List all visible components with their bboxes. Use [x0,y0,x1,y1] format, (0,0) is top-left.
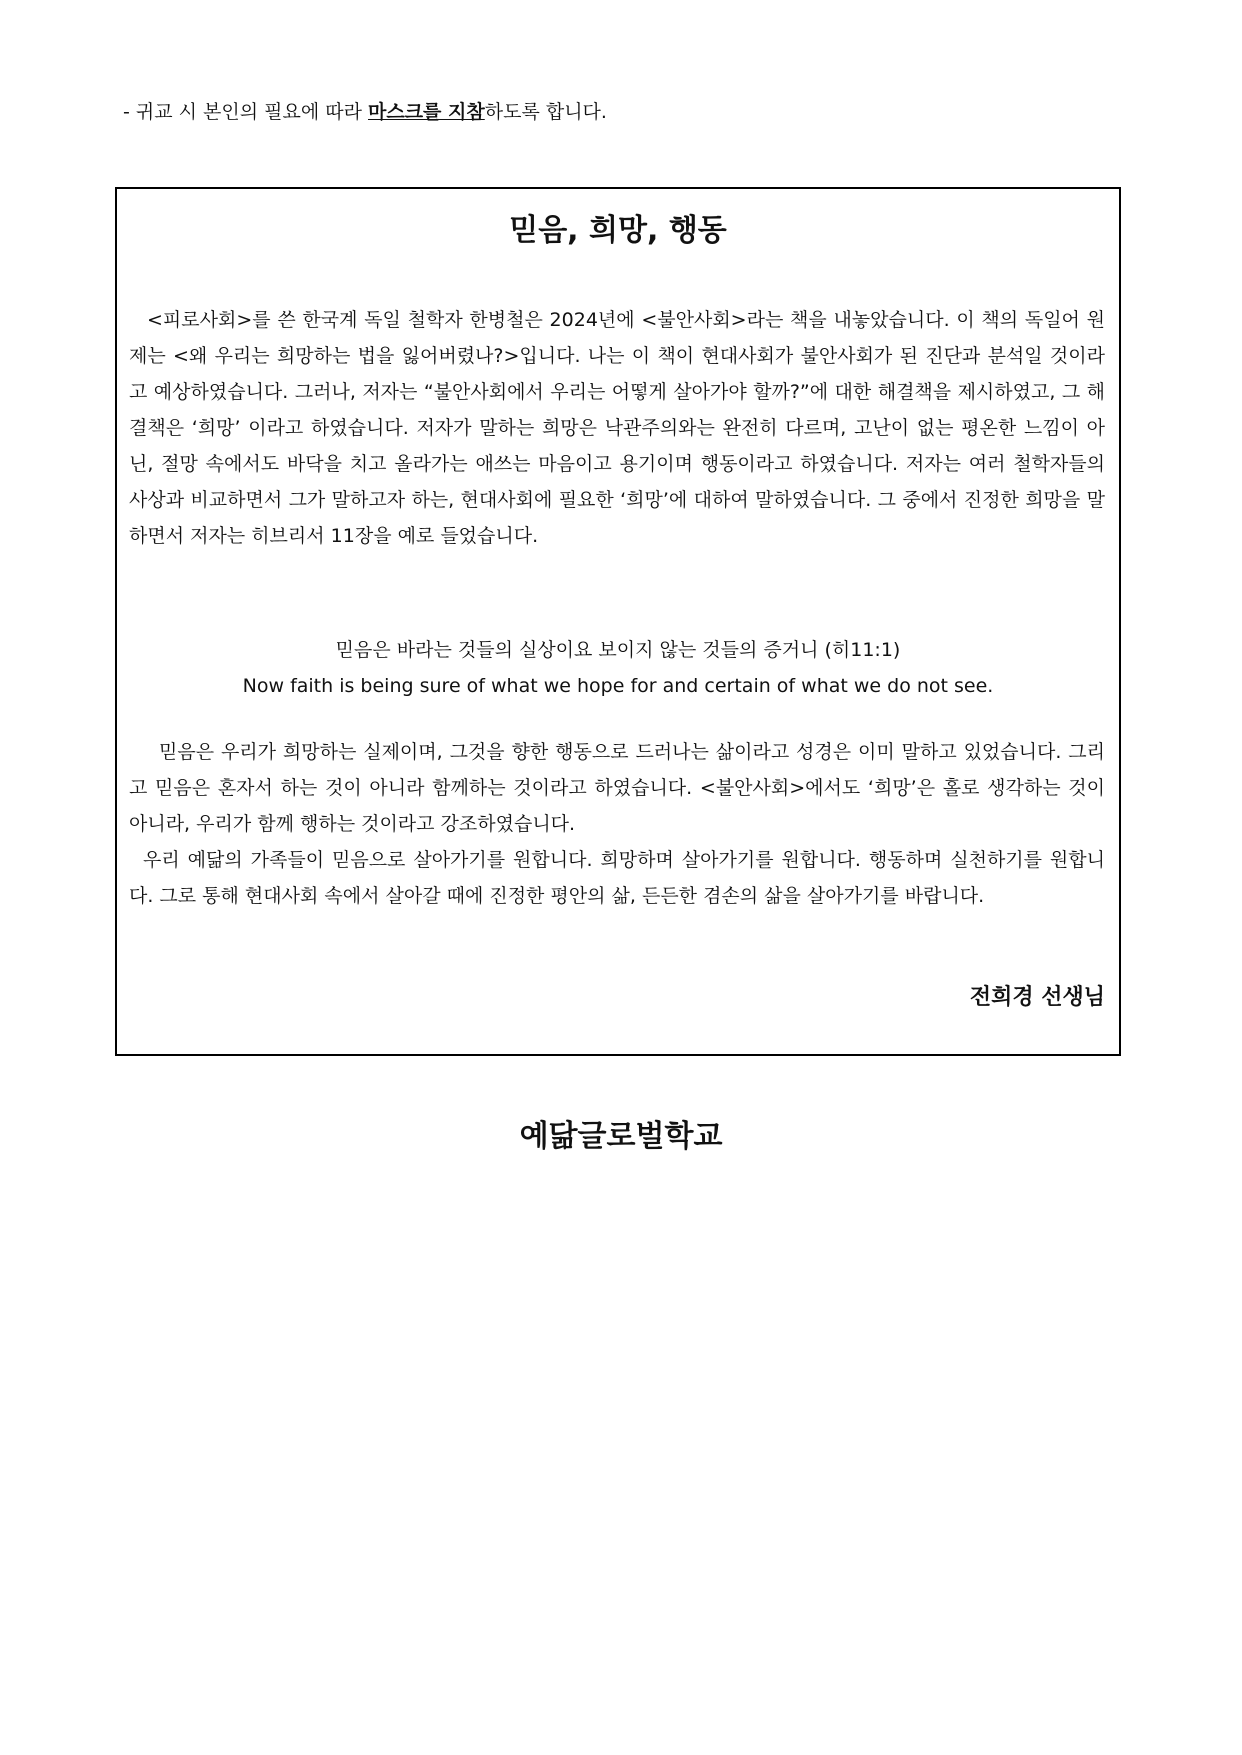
school-name: 예닮글로벌학교 [519,1119,723,1154]
scripture-quote [117,632,1119,704]
notice-prefix: - 귀교 시 본인의 필요에 따라 [123,101,368,123]
mask-notice [123,99,1123,125]
quote-korean: 믿음은 바라는 것들의 실상이요 보이지 않는 것들의 증거니 (히11:1) [335,639,901,661]
article-signature: 전희경 선생님 [969,985,1105,1010]
article-box [115,187,1121,1056]
quote-english: Now faith is being sure of what we hope for and certain of what we do not see. [242,675,994,697]
article-paragraph-3: 우리 예닮의 가족들이 믿음으로 살아가기를 원합니다. 희망하며 살아가기를 원합니다. 행동하며 실천하기를 원합니다. 그로 통해 현대사회 속에서 살아갈 때에 진정한 평안의 삶, 든든한 겸손의 삶을 살아가기를 바랍니다. [129,849,1105,907]
article-paragraph-2: 믿음은 우리가 희망하는 실제이며, 그것을 향한 행동으로 드러나는 삶이라고 성경은 이미 말하고 있었습니다. 그리고 믿음은 혼자서 하는 것이 아니라 함께하는 것이라고 하였습니다. <불안사회>에서도 ‘희망’은 홀로 생각하는 것이 아니라, 우리가 함께 행하는 것이라고 강조하였습니다. [129,741,1105,835]
article-paragraph-1: <피로사회>를 쓴 한국계 독일 철학자 한병철은 2024년에 <불안사회>라는 책을 내놓았습니다. 이 책의 독일어 원제는 <왜 우리는 희망하는 법을 잃어버렸나?>입니다. 나는 이 책이 현대사회가 불안사회가 된 진단과 분석일 것이라고 예상하였습니다. 그러나, 저자는 “불안사회에서 우리는 어떻게 살아가야 할까?”에 대한 해결책을 제시하였고, 그 해결책은 ‘희망’ 이라고 하였습니다. 저자가 말하는 희망은 낙관주의와는 완전히 다르며, 고난이 없는 평온한 느낌이 아닌, 절망 속에서도 바닥을 치고 올라가는 애쓰는 마음이고 용기이며 행동이라고 하였습니다. 저자는 여러 철학자들의 사상과 비교하면서 그가 말하고자 하는, 현대사회에 필요한 ‘희망’에 대하여 말하였습니다. 그 중에서 진정한 희망을 말하면서 저자는 히브리서 11장을 예로 들었습니다. [129,309,1105,547]
notice-emphasis: 마스크를 지참 [368,101,485,123]
article-title: 믿음, 희망, 행동 [509,213,727,248]
notice-suffix: 하도록 합니다. [484,101,607,123]
